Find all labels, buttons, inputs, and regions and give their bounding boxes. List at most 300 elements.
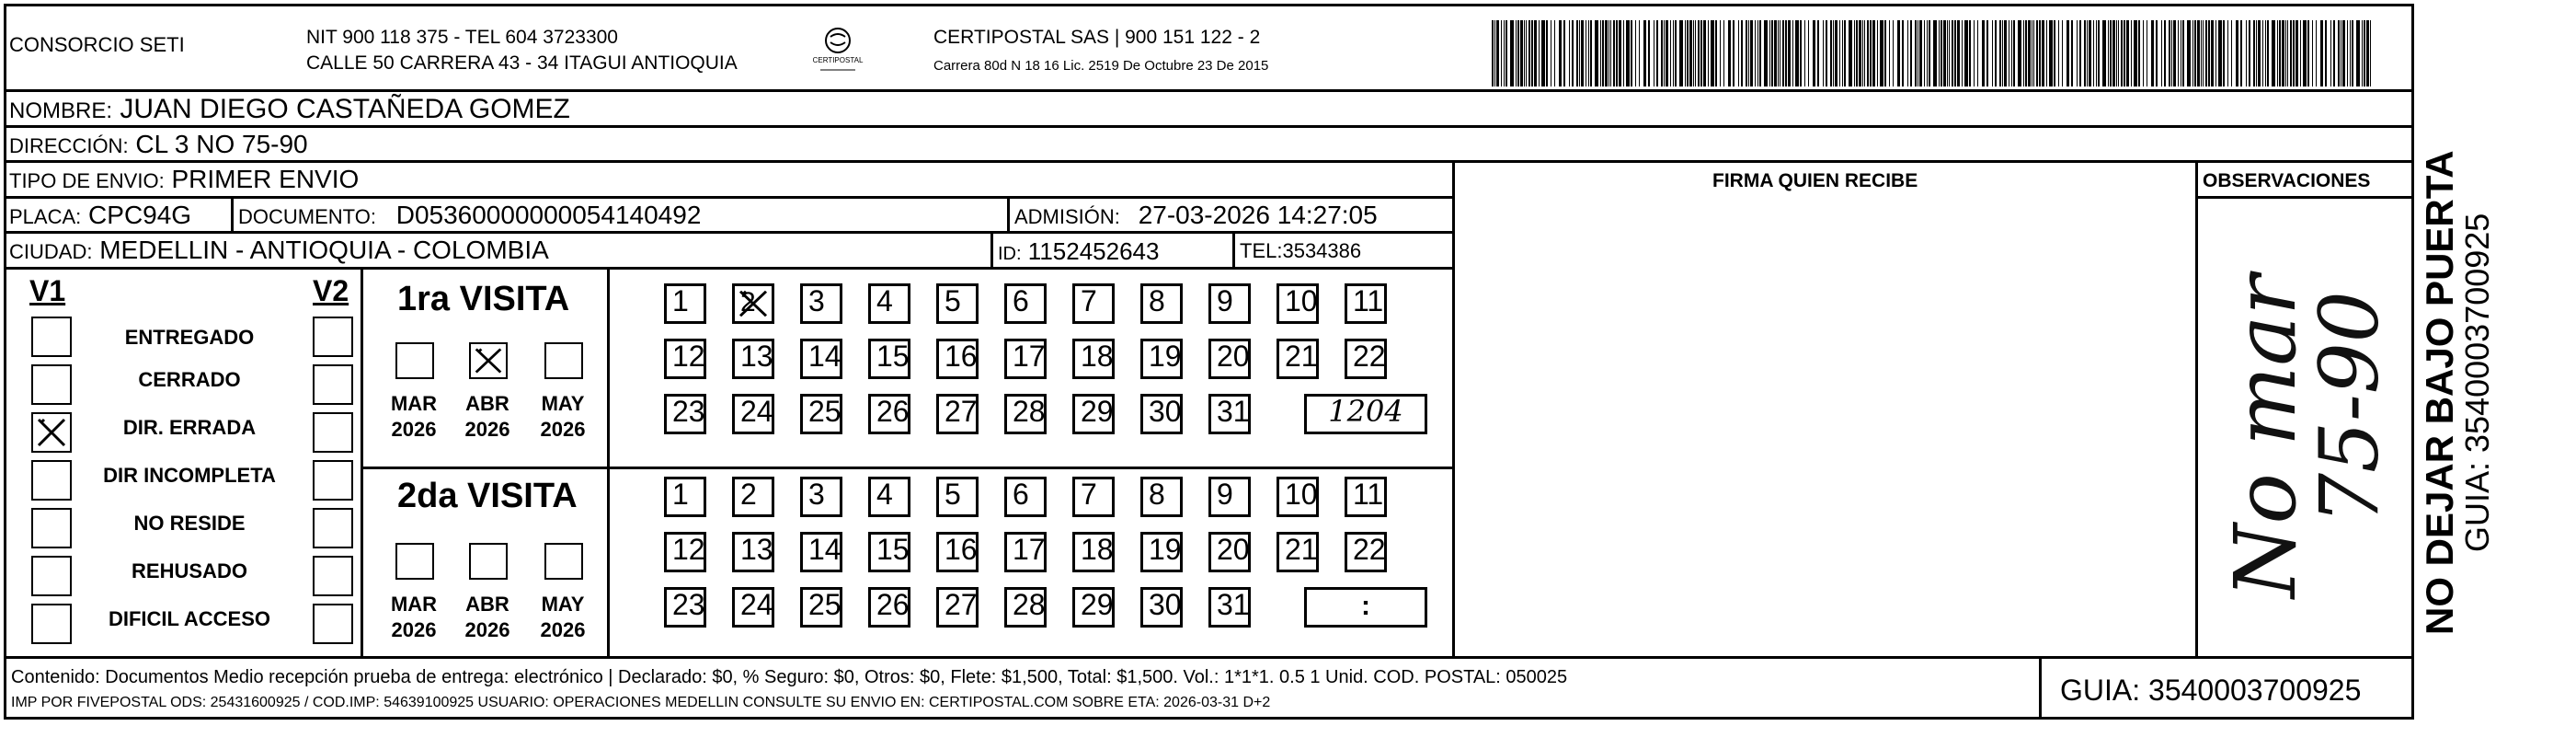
visit2-day-box[interactable] <box>1072 532 1115 572</box>
visit1-day-box[interactable] <box>1004 283 1047 324</box>
visit2-day-box[interactable] <box>664 532 706 572</box>
barcode-bar <box>1494 20 1495 86</box>
barcode-bar <box>2279 20 2281 86</box>
barcode-bar <box>1728 20 1731 86</box>
visit2-day-box[interactable] <box>1345 532 1387 572</box>
day-number: 27 <box>945 395 978 428</box>
visit2-day-box[interactable] <box>868 477 910 517</box>
day-number: 20 <box>1217 533 1250 566</box>
barcode-bar <box>2112 20 2115 86</box>
barcode-bar <box>1569 20 1570 86</box>
barcode-bar <box>2062 20 2063 86</box>
visit2-time-field[interactable] <box>1304 587 1427 628</box>
visit2-day-box[interactable] <box>868 532 910 572</box>
barcode-bar <box>1746 20 1747 86</box>
barcode-bar <box>2018 20 2021 86</box>
barcode-bar <box>2350 20 2351 86</box>
status-label: ENTREGADO <box>124 326 255 349</box>
v1-header: V1 <box>29 274 66 307</box>
year-label: 2026 <box>391 418 437 441</box>
visit2-day-box[interactable] <box>732 587 774 628</box>
barcode-bar <box>2265 20 2266 86</box>
barcode-bar <box>1933 20 1937 86</box>
barcode-bar <box>2325 20 2327 86</box>
barcode-bar <box>2215 20 2216 86</box>
visit2-day-box[interactable] <box>1208 477 1251 517</box>
barcode-bar <box>1610 20 1611 86</box>
barcode-bar <box>1830 20 1832 86</box>
barcode-bar <box>1759 20 1761 86</box>
visit1-day-box[interactable] <box>868 339 910 379</box>
id-row <box>998 239 1159 263</box>
visit1-day-box[interactable] <box>1004 394 1047 434</box>
barcode-bar <box>1941 20 1942 86</box>
ciudad-label: CIUDAD: <box>9 240 93 263</box>
visit2-month-checkbox[interactable] <box>544 543 583 580</box>
barcode-bar <box>2046 20 2047 86</box>
barcode-bar <box>2182 20 2184 86</box>
barcode-bar <box>1977 20 1978 86</box>
barcode-bar <box>1915 20 1917 86</box>
tel-value: 3534386 <box>1282 239 1362 262</box>
barcode-bar <box>1602 20 1604 86</box>
barcode-bar <box>2089 20 2091 86</box>
status-v2-checkbox[interactable] <box>313 604 353 644</box>
visit1-day-box[interactable] <box>664 394 706 434</box>
observaciones-header: OBSERVACIONES <box>2203 170 2371 191</box>
time-value: 1204 <box>1328 394 1403 429</box>
barcode-bar <box>2205 20 2207 86</box>
status-v2-checkbox[interactable] <box>313 364 353 405</box>
day-number: 6 <box>1013 284 1029 317</box>
day-number: 5 <box>945 478 961 511</box>
day-number: 20 <box>1217 340 1250 373</box>
barcode-bar <box>1924 20 1925 86</box>
month-label: MAY <box>541 392 585 415</box>
status-label: DIFICIL ACCESO <box>108 607 270 630</box>
day-number: 6 <box>1013 478 1029 511</box>
visit1-time-field[interactable] <box>1304 394 1427 434</box>
barcode-bar <box>2079 20 2081 86</box>
visit1-day-box[interactable] <box>1345 339 1387 379</box>
barcode-bar <box>1695 20 1696 86</box>
barcode-bar <box>1755 20 1756 86</box>
barcode-bar <box>2249 20 2250 86</box>
barcode-bar <box>1910 20 1912 86</box>
barcode-bar <box>2173 20 2176 86</box>
barcode-bar <box>2156 20 2158 86</box>
tel-row <box>1240 241 1361 261</box>
barcode-bar <box>1590 20 1592 86</box>
visit2-month-checkbox[interactable] <box>395 543 434 580</box>
address-line: CALLE 50 CARRERA 43 - 34 ITAGUI ANTIOQUIA <box>306 52 738 74</box>
id-label: ID: <box>998 244 1022 264</box>
status-v1-checkbox[interactable] <box>31 364 72 405</box>
tipo-row <box>9 167 359 192</box>
barcode-bar <box>1600 20 1601 86</box>
visit2-day-box[interactable] <box>1072 587 1115 628</box>
visit2-day-box[interactable] <box>1004 532 1047 572</box>
barcode-bar <box>1623 20 1624 86</box>
barcode-bar <box>1510 20 1514 86</box>
barcode-bar <box>1893 20 1894 86</box>
status-v1-checkbox[interactable] <box>31 604 72 644</box>
barcode-bar <box>1943 20 1946 86</box>
barcode-bar <box>1862 20 1863 86</box>
visit2-day-box[interactable] <box>664 587 706 628</box>
day-number: 3 <box>808 478 825 511</box>
visit1-day-box[interactable] <box>1072 283 1115 324</box>
barcode-bar <box>2161 20 2162 86</box>
barcode-bar <box>1492 20 1494 86</box>
barcode-bar <box>2203 20 2204 86</box>
barcode-bar <box>2143 20 2144 86</box>
barcode-bar <box>2084 20 2086 86</box>
barcode-bar <box>2164 20 2166 86</box>
barcode-bar <box>1559 20 1562 86</box>
barcode-bar <box>2356 20 2360 86</box>
check-mark-icon <box>33 414 70 451</box>
barcode-bar <box>1733 20 1735 86</box>
barcode-bar <box>2023 20 2024 86</box>
barcode-bar <box>1504 20 1505 86</box>
tipo-value: PRIMER ENVIO <box>171 165 360 193</box>
barcode-bar <box>1884 20 1886 86</box>
status-label: NO RESIDE <box>133 512 246 535</box>
day-number: 9 <box>1217 284 1233 317</box>
barcode-bar <box>1664 20 1665 86</box>
barcode-bar <box>2342 20 2345 86</box>
visit2-day-box[interactable] <box>1072 477 1115 517</box>
barcode-bar <box>1839 20 1840 86</box>
barcode-bar <box>1872 20 1875 86</box>
visit2-day-box[interactable] <box>1004 477 1047 517</box>
visit2-day-box[interactable] <box>1277 477 1319 517</box>
barcode-bar <box>2300 20 2301 86</box>
barcode-bar <box>1774 20 1777 86</box>
admision-value: 27-03-2026 14:27:05 <box>1138 201 1378 229</box>
barcode-bar <box>2333 20 2335 86</box>
barcode-bar <box>1715 20 1717 86</box>
visit2-day-box[interactable] <box>800 532 842 572</box>
barcode-bar <box>2131 20 2132 86</box>
visit2-day-box[interactable] <box>936 587 979 628</box>
barcode-bar <box>1554 20 1555 86</box>
svg-text:CERTIPOSTAL: CERTIPOSTAL <box>812 56 864 64</box>
day-number: 26 <box>876 588 910 621</box>
barcode-bar <box>2039 20 2041 86</box>
visit2-day-box[interactable] <box>1208 587 1251 628</box>
barcode-bar <box>1703 20 1706 86</box>
barcode-bar <box>1788 20 1791 86</box>
barcode-bar <box>1995 20 1997 86</box>
barcode-bar <box>1517 20 1519 86</box>
barcode-bar <box>1563 20 1565 86</box>
barcode-bar <box>2194 20 2196 86</box>
visit2-day-box[interactable] <box>800 477 842 517</box>
barcode-bar <box>1579 20 1580 86</box>
visit1-day-box[interactable] <box>1140 339 1183 379</box>
visit1-month-checkbox[interactable] <box>469 342 508 379</box>
day-number: 19 <box>1149 533 1182 566</box>
barcode-bar <box>2121 20 2123 86</box>
barcode-bar <box>1808 20 1809 86</box>
day-number: 30 <box>1149 395 1182 428</box>
day-number: 17 <box>1013 533 1046 566</box>
barcode-bar <box>1506 20 1507 86</box>
barcode-bar <box>2258 20 2261 86</box>
footer-contenido: Contenido: Documentos Medio recepción prueba de entrega: electrónico | Declarado: $0, % Seguro: $0, Otros: $0, Flete: $1,500, Total: $1,500. Vol.: 1*1*1. 0.5 1 Unid. COD. POSTAL: 050025 <box>11 667 1568 687</box>
visit1-day-box[interactable] <box>1140 283 1183 324</box>
status-v1-checkbox[interactable] <box>31 508 72 548</box>
barcode-bar <box>2253 20 2255 86</box>
visit2-month-checkbox[interactable] <box>469 543 508 580</box>
barcode-bar <box>2347 20 2348 86</box>
barcode-bar <box>2267 20 2269 86</box>
day-number: 15 <box>876 533 910 566</box>
barcode-bar <box>1685 20 1686 86</box>
barcode-bar <box>1670 20 1671 86</box>
visit2-day-box[interactable] <box>664 477 706 517</box>
visit1-day-box[interactable] <box>1208 394 1251 434</box>
visit2-day-box[interactable] <box>1004 587 1047 628</box>
barcode-bar <box>2096 20 2097 86</box>
barcode-bar <box>2126 20 2129 86</box>
footer-imp: IMP POR FIVEPOSTAL ODS: 25431600925 / COD.IMP: 54639100925 USUARIO: OPERACIONES MEDELLIN CONSULTE SU ENVIO EN: CERTIPOSTAL.COM SOBRE ETA: 2026-03-31 D+2 <box>11 695 1271 710</box>
status-v2-checkbox[interactable] <box>313 556 353 596</box>
visit1-day-box[interactable] <box>868 283 910 324</box>
barcode-bar <box>1693 20 1694 86</box>
day-number: 29 <box>1081 588 1114 621</box>
day-number: 11 <box>1353 284 1384 317</box>
day-number: 5 <box>945 284 961 317</box>
visit2-day-box[interactable] <box>1140 532 1183 572</box>
visit2-day-box[interactable] <box>1277 532 1319 572</box>
visit1-day-box[interactable] <box>1208 339 1251 379</box>
day-number: 16 <box>945 533 978 566</box>
status-v2-checkbox[interactable] <box>313 460 353 501</box>
barcode-bar <box>1679 20 1683 86</box>
visit1-day-box[interactable] <box>732 339 774 379</box>
barcode-bar <box>2277 20 2278 86</box>
barcode-bar <box>1750 20 1753 86</box>
day-number: 13 <box>740 340 773 373</box>
visit1-day-box[interactable] <box>732 394 774 434</box>
day-number: 18 <box>1081 340 1114 373</box>
visit1-month-checkbox[interactable] <box>544 342 583 379</box>
day-number: 23 <box>672 395 705 428</box>
status-v1-checkbox[interactable] <box>31 556 72 596</box>
visit2-day-box[interactable] <box>936 532 979 572</box>
status-label: DIR. ERRADA <box>122 416 257 439</box>
barcode-bar <box>2110 20 2112 86</box>
barcode-bar <box>1778 20 1779 86</box>
year-label: 2026 <box>391 618 437 641</box>
visit1-day-box[interactable] <box>1004 339 1047 379</box>
visit1-day-box[interactable] <box>732 283 774 324</box>
barcode-bar <box>2118 20 2119 86</box>
visit1-day-box[interactable] <box>868 394 910 434</box>
visit2-day-box[interactable] <box>1140 477 1183 517</box>
barcode-bar <box>2036 20 2038 86</box>
tel-label: TEL: <box>1240 239 1283 262</box>
day-number: 16 <box>945 340 978 373</box>
visit1-day-box[interactable] <box>936 394 979 434</box>
barcode-bar <box>1626 20 1630 86</box>
visit1-day-box[interactable] <box>1140 394 1183 434</box>
barcode-bar <box>1613 20 1615 86</box>
barcode-bar <box>1957 20 1960 86</box>
barcode-bar <box>1992 20 1993 86</box>
barcode-bar <box>2042 20 2044 86</box>
barcode-bar <box>1867 20 1869 86</box>
documento-value: D05360000000054140492 <box>395 201 702 229</box>
status-v1-checkbox[interactable] <box>31 317 72 357</box>
barcode-bar <box>2151 20 2154 86</box>
time-value: : <box>1361 591 1370 621</box>
certipostal-logo <box>811 22 864 75</box>
visit1-day-box[interactable] <box>664 283 706 324</box>
visit2-day-box[interactable] <box>1345 477 1387 517</box>
barcode-bar <box>1648 20 1650 86</box>
status-label: REHUSADO <box>132 559 247 582</box>
barcode-bar <box>1954 20 1956 86</box>
barcode-bar <box>2071 20 2073 86</box>
day-number: 2 <box>740 287 756 317</box>
day-number: 28 <box>1013 588 1046 621</box>
visit2-title: 2da VISITA <box>397 477 578 515</box>
day-number: 9 <box>1217 478 1233 511</box>
barcode-bar <box>2093 20 2094 86</box>
visit1-day-box[interactable] <box>800 283 842 324</box>
barcode-bar <box>2058 20 2059 86</box>
visit2-day-box[interactable] <box>1140 587 1183 628</box>
barcode-bar <box>1675 20 1677 86</box>
barcode-bar <box>1804 20 1805 86</box>
barcode-bar <box>1661 20 1663 86</box>
handwritten-note-1: No mar <box>2216 274 2315 598</box>
day-number: 1 <box>672 478 689 511</box>
visit1-day-box[interactable] <box>1072 339 1115 379</box>
barcode-bar <box>2077 20 2078 86</box>
barcode-bar <box>1546 20 1548 86</box>
visit1-day-box[interactable] <box>664 339 706 379</box>
barcode-bar <box>2370 20 2371 86</box>
visit1-month-checkbox[interactable] <box>395 342 434 379</box>
barcode-bar <box>2201 20 2202 86</box>
barcode-bar <box>2287 20 2288 86</box>
barcode-bar <box>1572 20 1574 86</box>
day-number: 13 <box>740 533 773 566</box>
barcode-bar <box>2366 20 2369 86</box>
status-v2-checkbox[interactable] <box>313 317 353 357</box>
status-v1-checkbox[interactable] <box>31 460 72 501</box>
visit1-day-box[interactable] <box>1072 394 1115 434</box>
barcode-bar <box>1708 20 1709 86</box>
barcode-bar <box>2362 20 2363 86</box>
barcode-bar <box>2108 20 2109 86</box>
barcode-bar <box>1757 20 1758 86</box>
status-label: CERRADO <box>138 368 241 391</box>
barcode-bar <box>1700 20 1702 86</box>
barcode-bar <box>2054 20 2055 86</box>
barcode-bar <box>2231 20 2232 86</box>
visit1-day-box[interactable] <box>936 339 979 379</box>
barcode-bar <box>2285 20 2286 86</box>
barcode-bar <box>1698 20 1700 86</box>
day-number: 21 <box>1285 533 1318 566</box>
visit1-day-box[interactable] <box>936 283 979 324</box>
barcode-bar <box>1859 20 1861 86</box>
barcode-bar <box>2246 20 2247 86</box>
barcode-bar <box>1723 20 1724 86</box>
visit1-day-box[interactable] <box>1277 283 1319 324</box>
barcode-bar <box>1528 20 1530 86</box>
nombre-value: JUAN DIEGO CASTAÑEDA GOMEZ <box>120 94 570 124</box>
day-number: 22 <box>1353 533 1386 566</box>
visit2-day-box[interactable] <box>868 587 910 628</box>
barcode-bar <box>1999 20 2001 86</box>
visit2-day-box[interactable] <box>1208 532 1251 572</box>
barcode-bar <box>1711 20 1714 86</box>
day-number: 31 <box>1217 588 1250 621</box>
day-number: 14 <box>808 533 841 566</box>
barcode-bar <box>1520 20 1523 86</box>
barcode-bar <box>1782 20 1784 86</box>
barcode-bar <box>1952 20 1953 86</box>
barcode-bar <box>1826 20 1827 86</box>
barcode-bar <box>1785 20 1787 86</box>
barcode-bar <box>1877 20 1878 86</box>
barcode-bar <box>1800 20 1802 86</box>
visit1-day-box[interactable] <box>1277 339 1319 379</box>
visit1-day-box[interactable] <box>1208 283 1251 324</box>
day-number: 28 <box>1013 395 1046 428</box>
visit1-day-box[interactable] <box>800 339 842 379</box>
visit1-day-box[interactable] <box>1345 283 1387 324</box>
nit-line: NIT 900 118 375 - TEL 604 3723300 <box>306 27 618 48</box>
barcode-bar <box>1856 20 1858 86</box>
barcode-bar <box>1964 20 1968 86</box>
day-number: 18 <box>1081 533 1114 566</box>
barcode-bar <box>2187 20 2191 86</box>
documento-row <box>238 202 701 228</box>
visit2-day-box[interactable] <box>732 477 774 517</box>
barcode-bar <box>1539 20 1540 86</box>
day-number: 8 <box>1149 284 1165 317</box>
status-v2-checkbox[interactable] <box>313 412 353 453</box>
visit2-day-box[interactable] <box>732 532 774 572</box>
visit1-day-box[interactable] <box>800 394 842 434</box>
visit2-day-box[interactable] <box>800 587 842 628</box>
barcode-bar <box>1631 20 1632 86</box>
barcode-bar <box>2013 20 2015 86</box>
barcode-bar <box>2002 20 2003 86</box>
visit2-day-box[interactable] <box>936 477 979 517</box>
barcode-bar <box>1919 20 1922 86</box>
status-v2-checkbox[interactable] <box>313 508 353 548</box>
barcode-bar <box>2004 20 2007 86</box>
barcode-bar <box>1771 20 1773 86</box>
barcode-bar <box>2218 20 2222 86</box>
day-number: 11 <box>1353 478 1384 511</box>
day-number: 19 <box>1149 340 1182 373</box>
barcode-bar <box>2067 20 2069 86</box>
barcode-bar <box>1870 20 1872 86</box>
id-value: 1152452643 <box>1027 237 1160 265</box>
barcode-bar <box>2208 20 2210 86</box>
status-v1-checkbox[interactable] <box>31 412 72 453</box>
